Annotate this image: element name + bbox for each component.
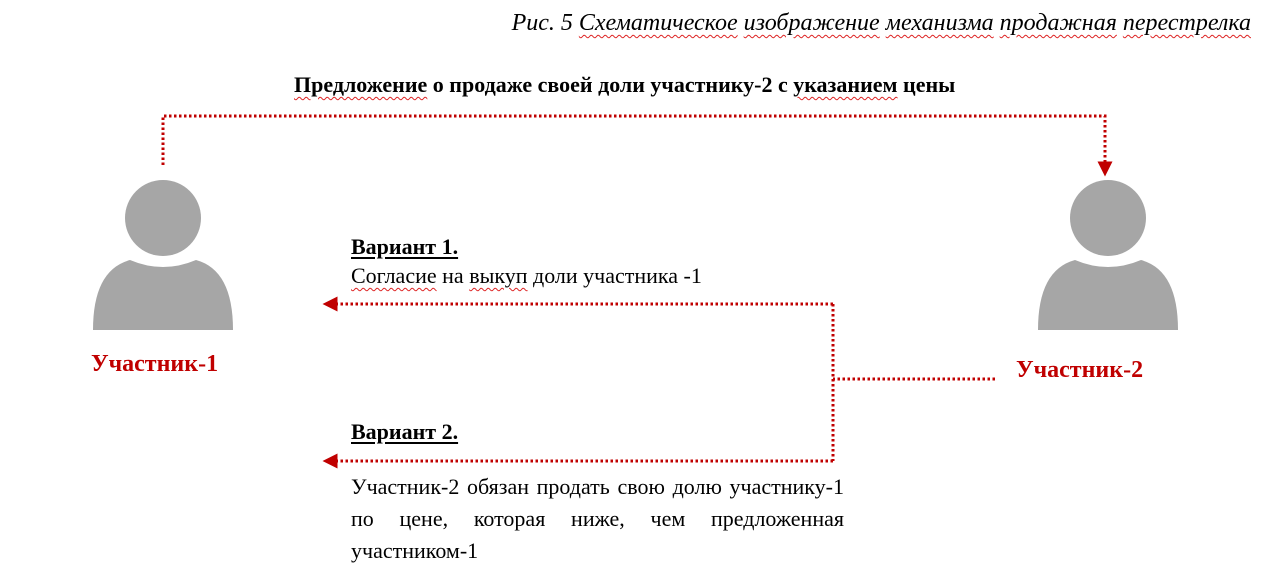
participant1-label: Участник-1	[91, 351, 219, 377]
variant2-title: Вариант 2.	[351, 419, 459, 444]
variant2-text: Участник-2 обязан продать свою долю участнику-1 по цене, которая ниже, чем предложенная участником-1	[351, 474, 844, 563]
variant1-title: Вариант 1.	[351, 234, 459, 259]
figure-caption: Рис. 5 Схематическое изображение механизма продажная перестрелка	[511, 10, 1251, 36]
variant1-text: Согласие на выкуп доли участника -1	[351, 263, 702, 288]
proposal-arrow	[163, 116, 1105, 175]
participant2-label: Участник-2	[1016, 357, 1144, 383]
proposal-label: Предложение о продаже своей доли участнику-2 с указанием цены	[294, 72, 956, 97]
